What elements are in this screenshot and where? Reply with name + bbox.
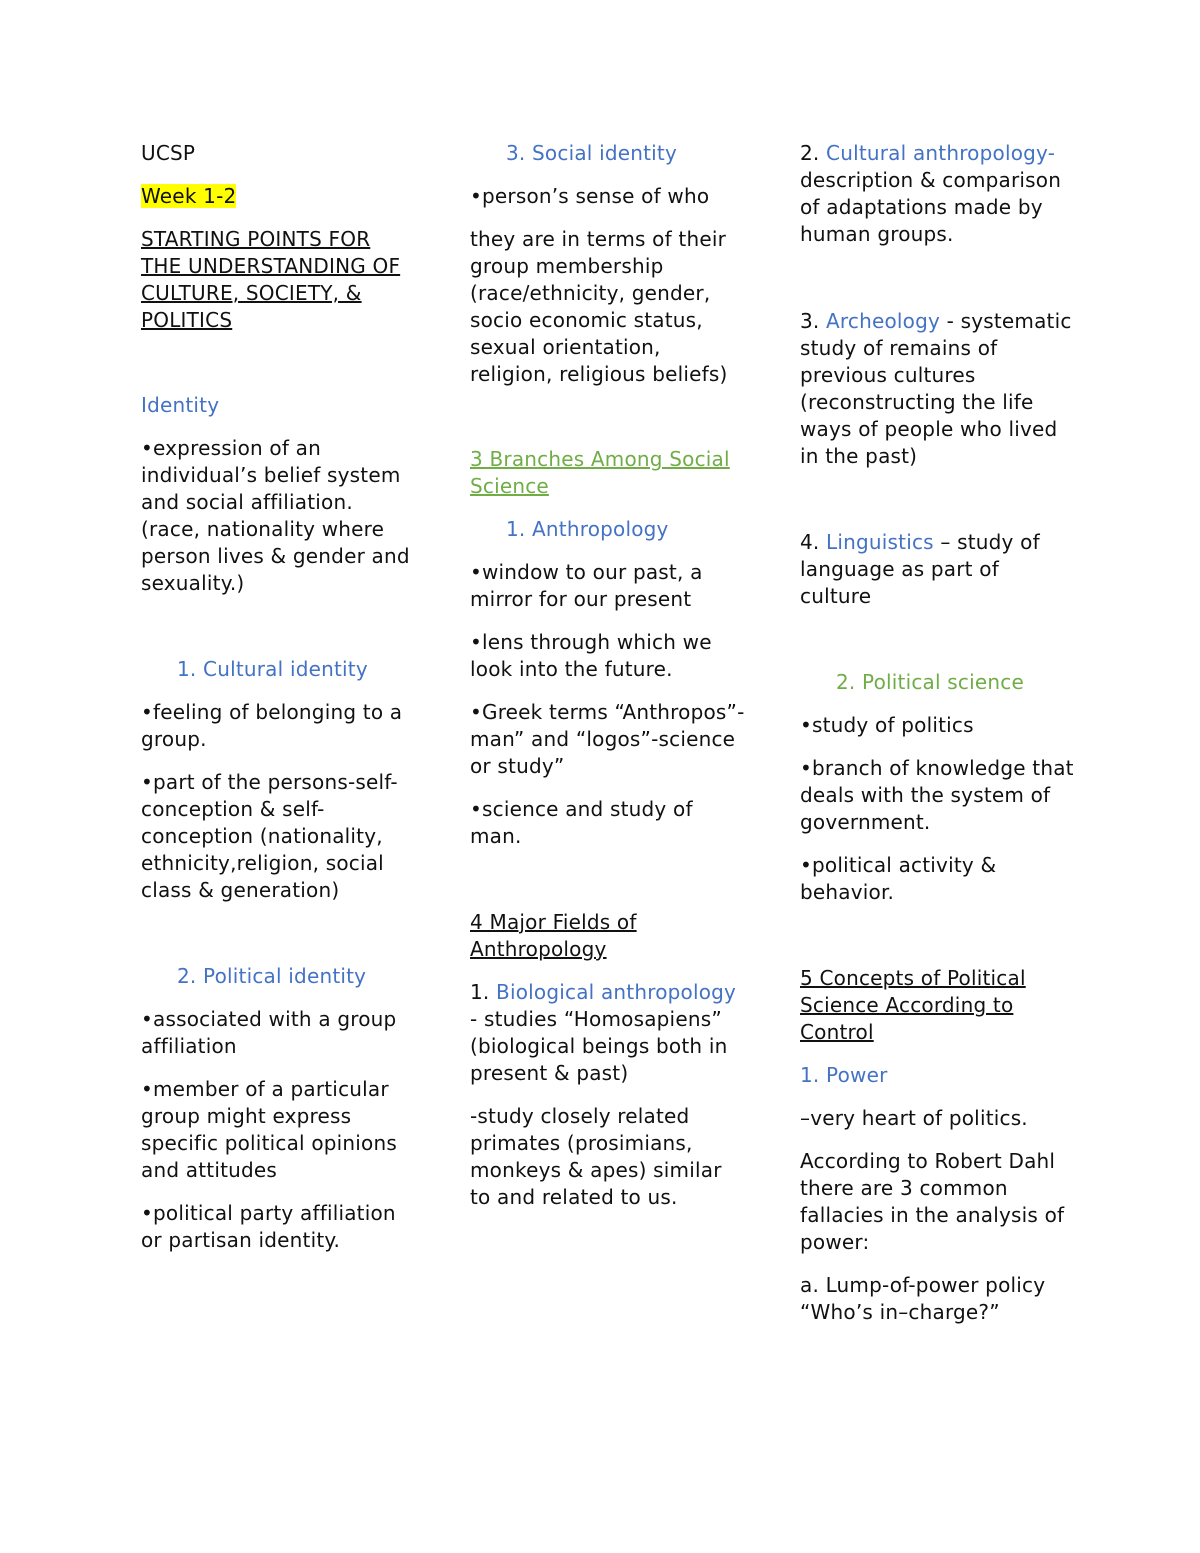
lump-of-power: a. Lump-of-power policy “Who’s in–charge?” [800,1273,1046,1324]
cultural-bullet-2: •part of the persons-self-conception & self-conception (nationality, ethnicity,religion, social class & generation) [141,770,398,902]
political-bullet-2: •member of a particular group might express specific political opinions and attitudes [141,1077,397,1182]
arch-number: 3. [800,309,827,333]
social-bullet-1-cont: they are in terms of their group membership (race/ethnicity, gender, socio economic status, sexual orientation, religion, religious beliefs) [470,227,728,386]
anthro-bullet-3: •Greek terms “Anthropos”-man” and “logos”-science or study” [470,700,745,778]
power-description: –very heart of politics. [800,1106,1028,1130]
ling-number: 4. [800,530,827,554]
anthropology-heading: 1. Anthropology [506,517,669,541]
cultural-identity-heading: 1. Cultural identity [177,657,368,681]
column-1 [141,140,416,1254]
week-highlight: Week 1-2 [141,184,237,208]
identity-bullet: •expression of an individual’s belief system and social affiliation. (race, nationality where person lives & gender and sexuality.) [141,436,410,595]
concepts-heading: 5 Concepts of Political Science According to Control [800,966,1026,1044]
arch-description: - systematic study of remains of previous cultures (reconstructing the life ways of people who lived in the past) [800,309,1072,468]
anthro-bullet-2: •lens through which we look into the future. [470,630,712,681]
cult-description: description & comparison of adaptations made by human groups. [800,168,1062,246]
fields-heading: 4 Major Fields of Anthropology [470,910,637,961]
political-bullet-1: •associated with a group affiliation [141,1007,397,1058]
cult-number: 2. [800,141,827,165]
identity-heading: Identity [141,393,220,417]
anthro-bullet-4: •science and study of man. [470,797,693,848]
anthro-bullet-1: •window to our past, a mirror for our present [470,560,703,611]
branches-heading: 3 Branches Among Social Science [470,447,730,498]
linguistics [800,529,1075,610]
column-2 [470,140,745,1211]
course-code: UCSP [141,141,196,165]
archeology [800,308,1075,470]
cultural-bullet-1: •feeling of belonging to a group. [141,700,403,751]
cult-term: Cultural anthropology- [826,141,1056,165]
bio-description: - studies “Homosapiens” (biological beings both in present & past) [470,1007,728,1085]
social-identity-heading: 3. Social identity [506,141,678,165]
polsci-bullet-3: •political activity & behavior. [800,853,997,904]
week-label [141,183,416,210]
starting-points-heading: STARTING POINTS FOR THE UNDERSTANDING OF CULTURE, SOCIETY, & POLITICS [141,227,401,332]
power-heading: 1. Power [800,1063,888,1087]
bio-description-2: -study closely related primates (prosimians, monkeys & apes) similar to and related to us. [470,1104,722,1209]
arch-term: Archeology [826,309,941,333]
column-3 [800,140,1075,1326]
cultural-anthropology [800,140,1075,248]
ling-description: – study of language as part of culture [800,530,1040,608]
ling-term: Linguistics [826,530,934,554]
biological-anthropology [470,979,745,1087]
political-science-heading: 2. Political science [836,670,1024,694]
dahl-fallacies: According to Robert Dahl there are 3 common fallacies in the analysis of power: [800,1149,1065,1254]
political-identity-heading: 2. Political identity [177,964,367,988]
political-bullet-3: •political party affiliation or partisan identity. [141,1201,396,1252]
bio-term: Biological anthropology [496,980,737,1004]
social-bullet-1: •person’s sense of who [470,184,710,208]
polsci-bullet-1: •study of politics [800,713,974,737]
bio-number: 1. [470,980,497,1004]
polsci-bullet-2: •branch of knowledge that deals with the system of government. [800,756,1074,834]
